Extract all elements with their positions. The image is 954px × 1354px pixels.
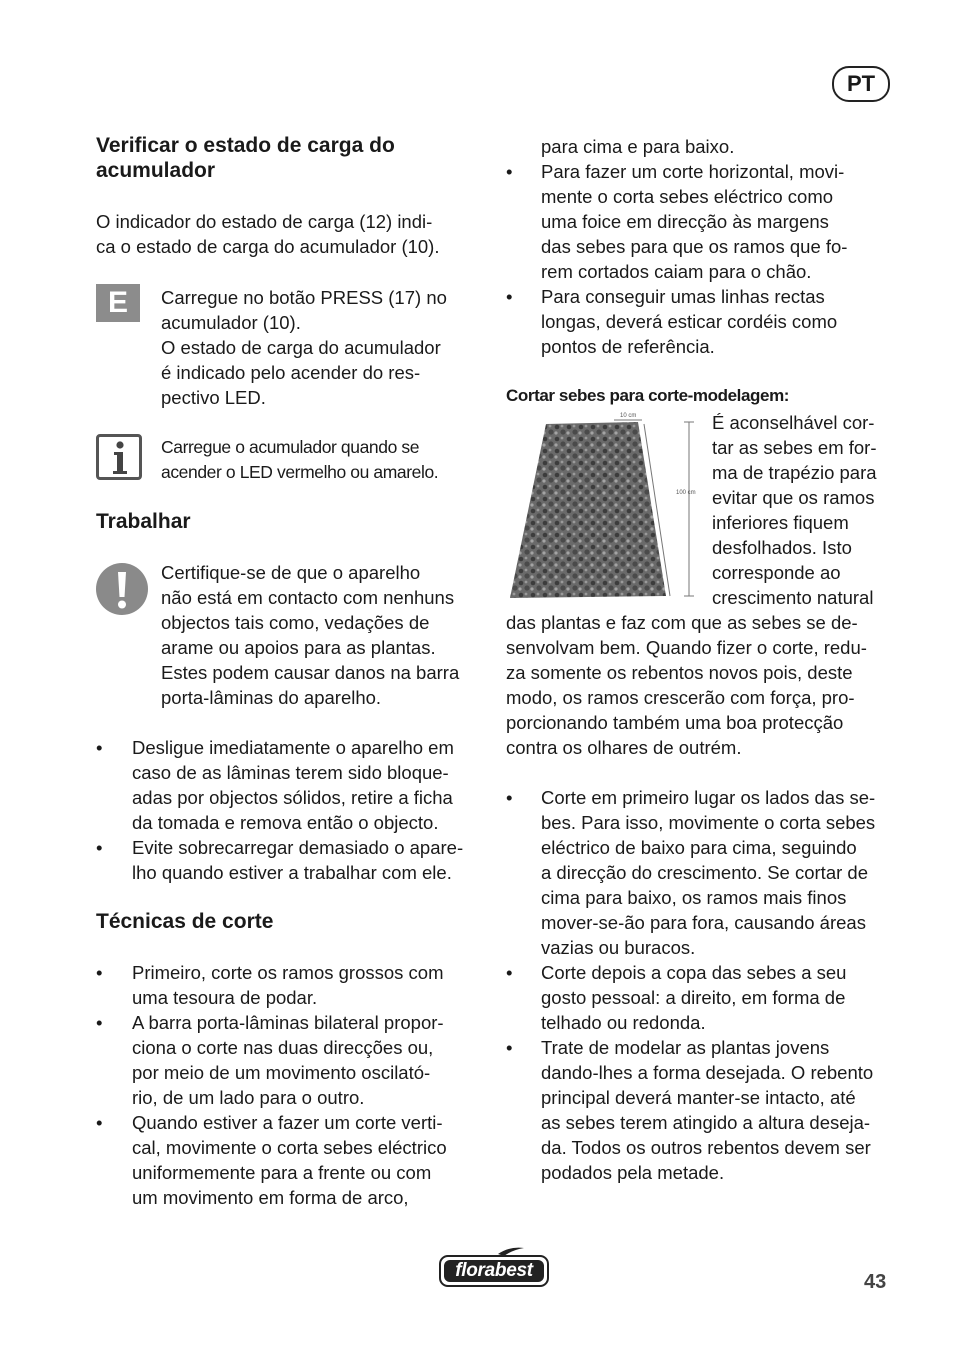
- list-item: • Corte em primeiro lugar os lados das se- bes. Para isso, movimente o corta sebes eléctrico de baixo para cima, seguindo a direcção do crescimento. Se cortar de cima para baixo, os ramos mais finos mover-se-ão para fora, causando áreas vazias ou buracos.: [506, 787, 876, 958]
- figure-label-side: 100 cm: [676, 490, 696, 496]
- list-item: • Para fazer um corte horizontal, movi- mente o corta sebes eléctrico como uma foice em direcção às margens das sebes para que os ramos que fo- rem cortados caiam para o chão.: [506, 161, 848, 282]
- language-badge: PT: [832, 66, 890, 102]
- hedge-figure: [506, 412, 706, 602]
- body-paragraph: das plantas e faz com que as sebes se de- senvolvam bem. Quando fizer o corte, redu- za somente os rebentos novos pois, deste modo, os ramos crescerão com força, pro- porcionando também uma boa protecção contra os olhares de outrém.: [506, 612, 867, 758]
- warning-icon: [96, 563, 148, 615]
- warning-text: Certifique-se de que o aparelho não está em contacto com nenhuns objectos tais como, vedações de arame ou apoios para as plantas. Estes podem causar danos na barra porta-lâminas do aparelho.: [161, 562, 460, 708]
- list-item: • Desligue imediatamente o aparelho em caso de as lâminas terem sido bloque- adas por objectos sólidos, retire a ficha da tomada e remova então o objecto.: [96, 737, 454, 833]
- section-heading-techniques: Técnicas de corte: [96, 910, 274, 933]
- info-text: Carregue o acumulador quando se acender o LED vermelho ou amarelo.: [161, 437, 439, 482]
- figure-label-top: 10 cm: [620, 413, 637, 419]
- continued-line: para cima e para baixo.: [541, 136, 735, 157]
- list-item: • Quando estiver a fazer um corte verti- cal, movimente o corta sebes eléctrico uniformemente para a frente ou com um movimento em forma de arco,: [96, 1112, 447, 1208]
- intro-paragraph: O indicador do estado de carga (12) indi- ca o estado de carga do acumulador (10).: [96, 211, 440, 257]
- step-e-icon: E: [96, 284, 140, 322]
- list-item: • Primeiro, corte os ramos grossos com uma tesoura de podar.: [96, 962, 444, 1008]
- wrap-text: É aconselhável cor- tar as sebes em for- ma de trapézio para evitar que os ramos inferiores fiquem desfolhados. Isto corresponde ao crescimento natural: [712, 412, 877, 608]
- info-icon: [96, 434, 142, 480]
- brand-logo: [438, 1244, 550, 1290]
- list-item: • Evite sobrecarregar demasiado o apare- lho quando estiver a trabalhar com ele.: [96, 837, 464, 883]
- list-item: • Para conseguir umas linhas rectas longas, deverá esticar cordéis como pontos de referência.: [506, 286, 838, 357]
- step-e-text: Carregue no botão PRESS (17) no acumulador (10). O estado de carga do acumulador é indicado pelo acender do res- pectivo LED.: [161, 287, 447, 408]
- brand-logo-text: florabest: [455, 1260, 533, 1281]
- section-heading-charge: Verificar o estado de carga do acumulador: [96, 134, 395, 182]
- list-item: • Trate de modelar as plantas jovens dando-lhes a forma desejada. O rebento principal deverá manter-se intacto, até as sebes terem atingido a altura deseja- da. Todos os outros rebentos devem ser podados pela metade.: [506, 1037, 874, 1183]
- subheading-shaping: Cortar sebes para corte-modelagem:: [506, 386, 790, 405]
- section-heading-work: Trabalhar: [96, 510, 191, 533]
- list-item: • A barra porta-lâminas bilateral propor- ciona o corte nas duas direcções ou, por meio de um movimento oscilató- rio, de um lado para o outro.: [96, 1012, 444, 1108]
- list-item: • Corte depois a copa das sebes a seu gosto pessoal: a direito, em forma de telhado ou redonda.: [506, 962, 847, 1033]
- page-number: 43: [864, 1271, 887, 1293]
